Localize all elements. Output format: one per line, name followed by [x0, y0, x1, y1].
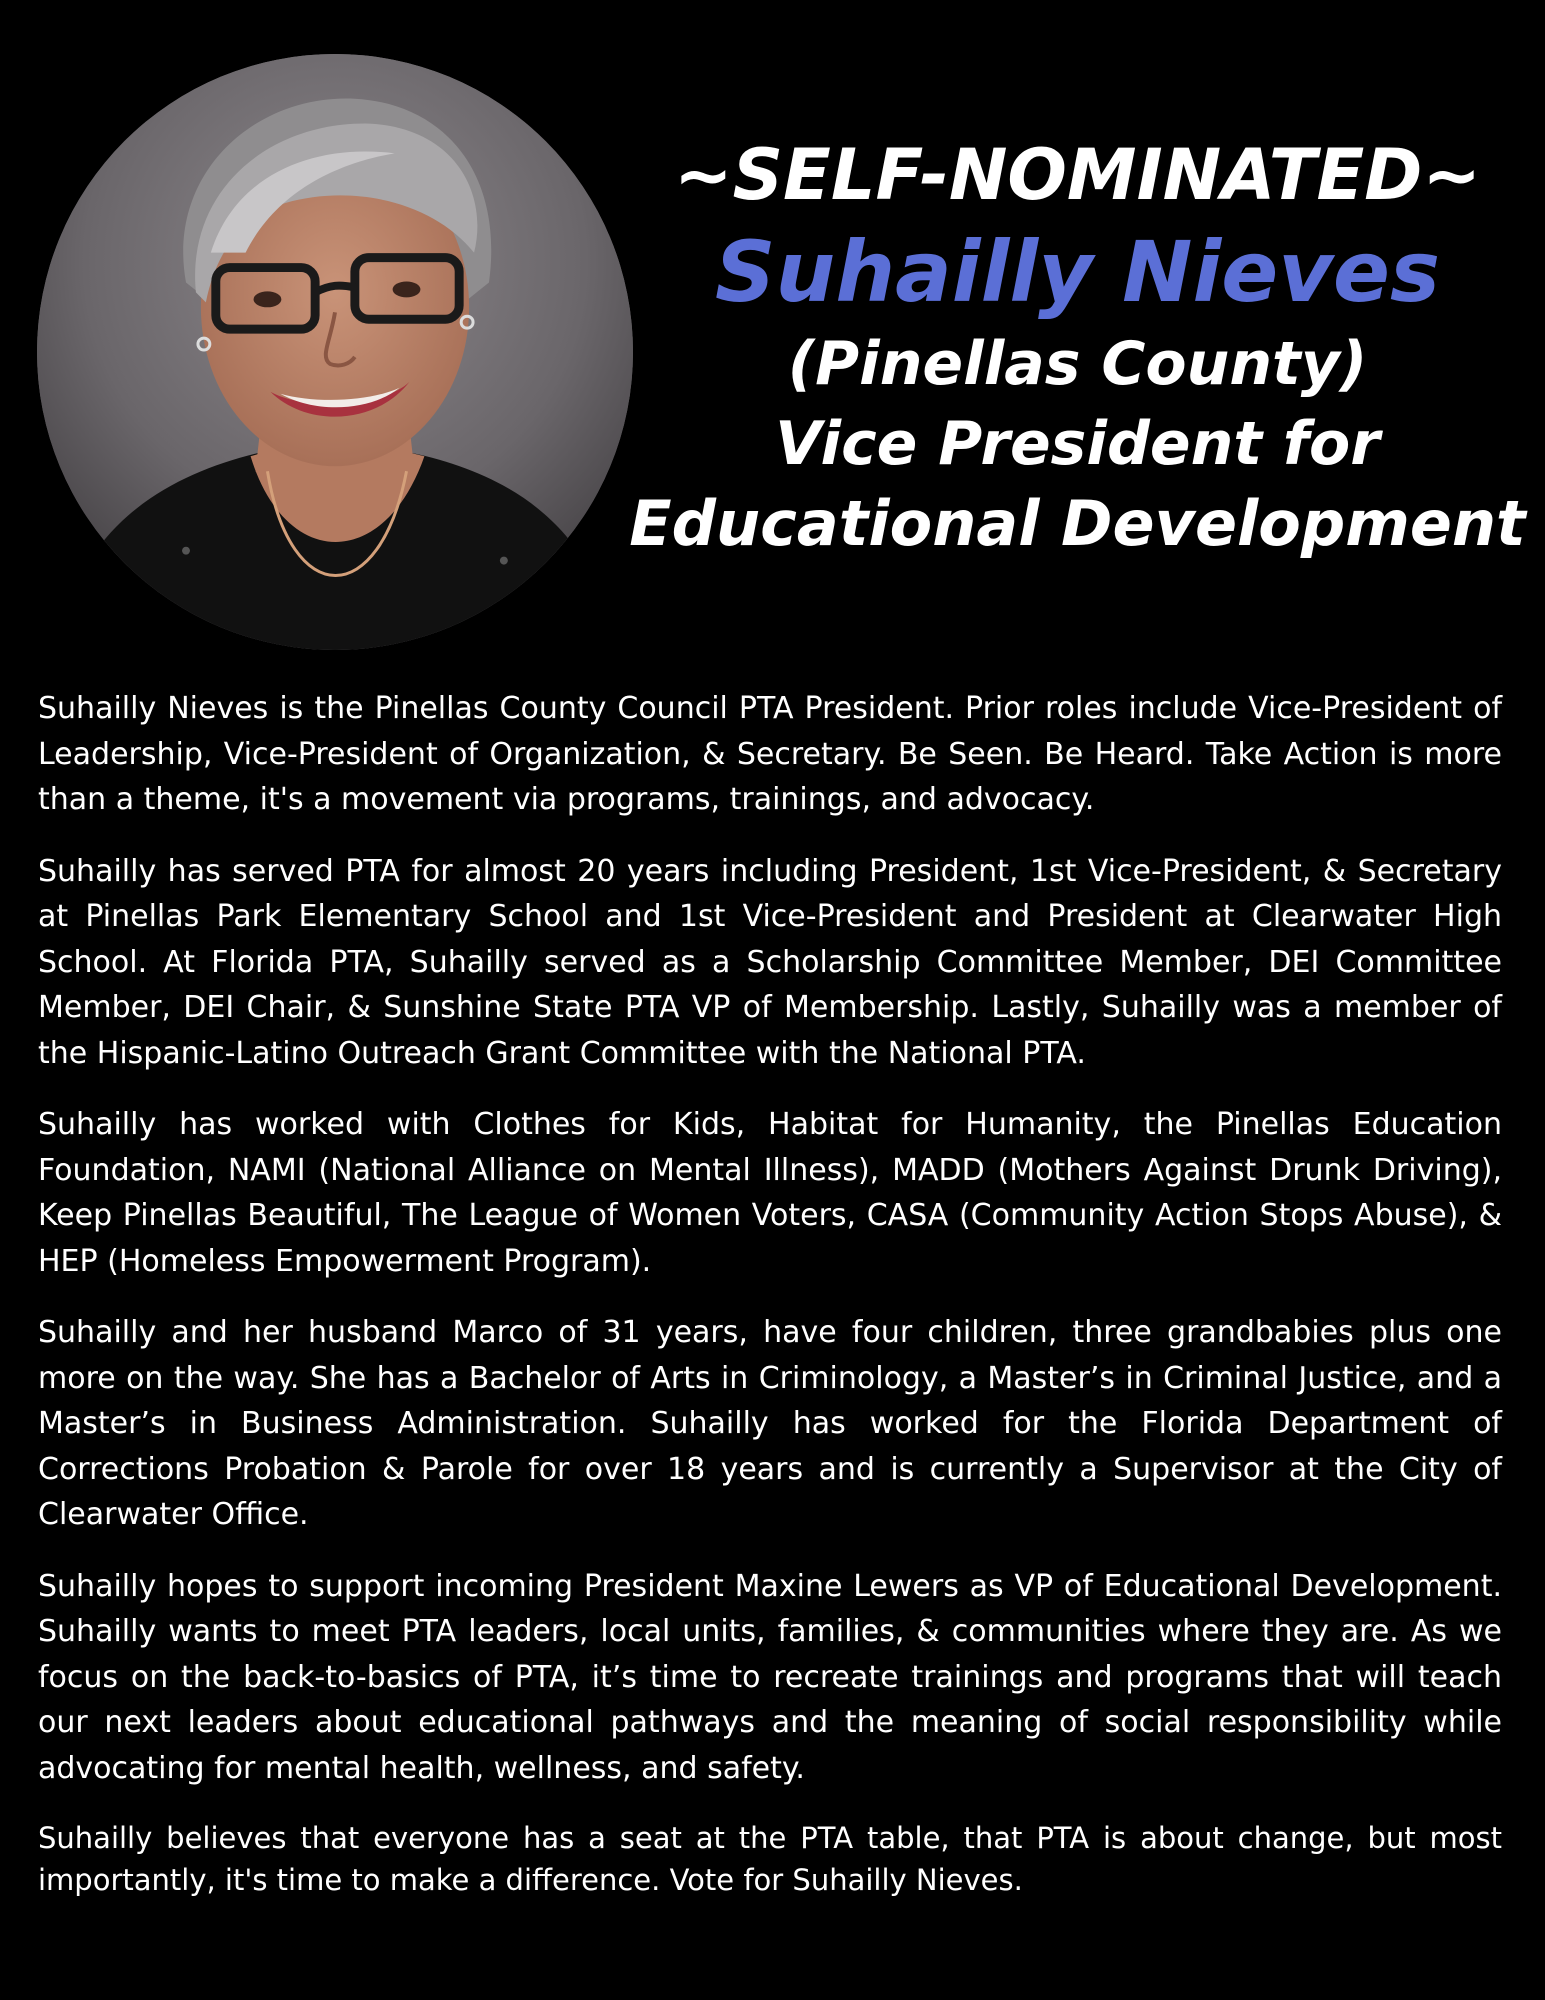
- portrait-illustration: [37, 54, 633, 650]
- candidate-biography: [38, 686, 1502, 1901]
- bio-paragraph-current-role: Suhailly Nieves is the Pinellas County Council PTA President. Prior roles include Vice-President of Leadership, Vice-President of Organization, & Secretary. Be Seen. Be Heard. Take Action is more than a theme, it's a movement via programs, trainings, and advocacy.: [38, 691, 1502, 817]
- candidate-header: [629, 130, 1526, 564]
- bio-paragraph-community-work: Suhailly has worked with Clothes for Kids, Habitat for Humanity, the Pinellas Education Foundation, NAMI (National Alliance on Mental Illness), MADD (Mothers Against Drunk Driving), Keep Pinellas Beautiful, The League of Women Voters, CASA (Community Action Stops Abuse), & HEP (Homeless Empowerment Program).: [38, 1107, 1502, 1279]
- candidate-name: Suhailly Nieves: [715, 223, 1440, 321]
- candidate-county: (Pinellas County): [787, 329, 1368, 399]
- bio-paragraph-goals: Suhailly hopes to support incoming President Maxine Lewers as VP of Educational Development. Suhailly wants to meet PTA leaders, local units, families, & communities where they are. As we focus on the back-to-basics of PTA, it’s time to recreate trainings and programs that will teach our next leaders about educational pathways and the meaning of social responsibility while advocating for mental health, wellness, and safety.: [38, 1568, 1502, 1786]
- bio-paragraph-closing: Suhailly believes that everyone has a seat at the PTA table, that PTA is about change, but most importantly, it's time to make a difference. Vote for Suhailly Nieves.: [38, 1821, 1502, 1897]
- bio-paragraph-pta-service: Suhailly has served PTA for almost 20 years including President, 1st Vice-President, & Secretary at Pinellas Park Elementary School and 1st Vice-President and President at Clearwater High School. At Florida PTA, Suhailly served as a Scholarship Committee Member, DEI Committee Member, DEI Chair, & Sunshine State PTA VP of Membership. Lastly, Suhailly was a member of the Hispanic-Latino Outreach Grant Committee with the National PTA.: [38, 853, 1502, 1071]
- position-title-line2: Educational Development: [629, 487, 1526, 560]
- nomination-label: ~SELF-NOMINATED~: [673, 134, 1482, 216]
- bio-paragraph-family-education: Suhailly and her husband Marco of 31 years, have four children, three grandbabies plus one more on the way. She has a Bachelor of Arts in Criminology, a Master’s in Criminal Justice, and a Master’s in Business Administration. Suhailly has worked for the Florida Department of Corrections Probation & Parole for over 18 years and is currently a Supervisor at the City of Clearwater Office.: [38, 1315, 1502, 1532]
- candidate-portrait: [37, 54, 633, 650]
- position-title-line1: Vice President for: [775, 409, 1380, 479]
